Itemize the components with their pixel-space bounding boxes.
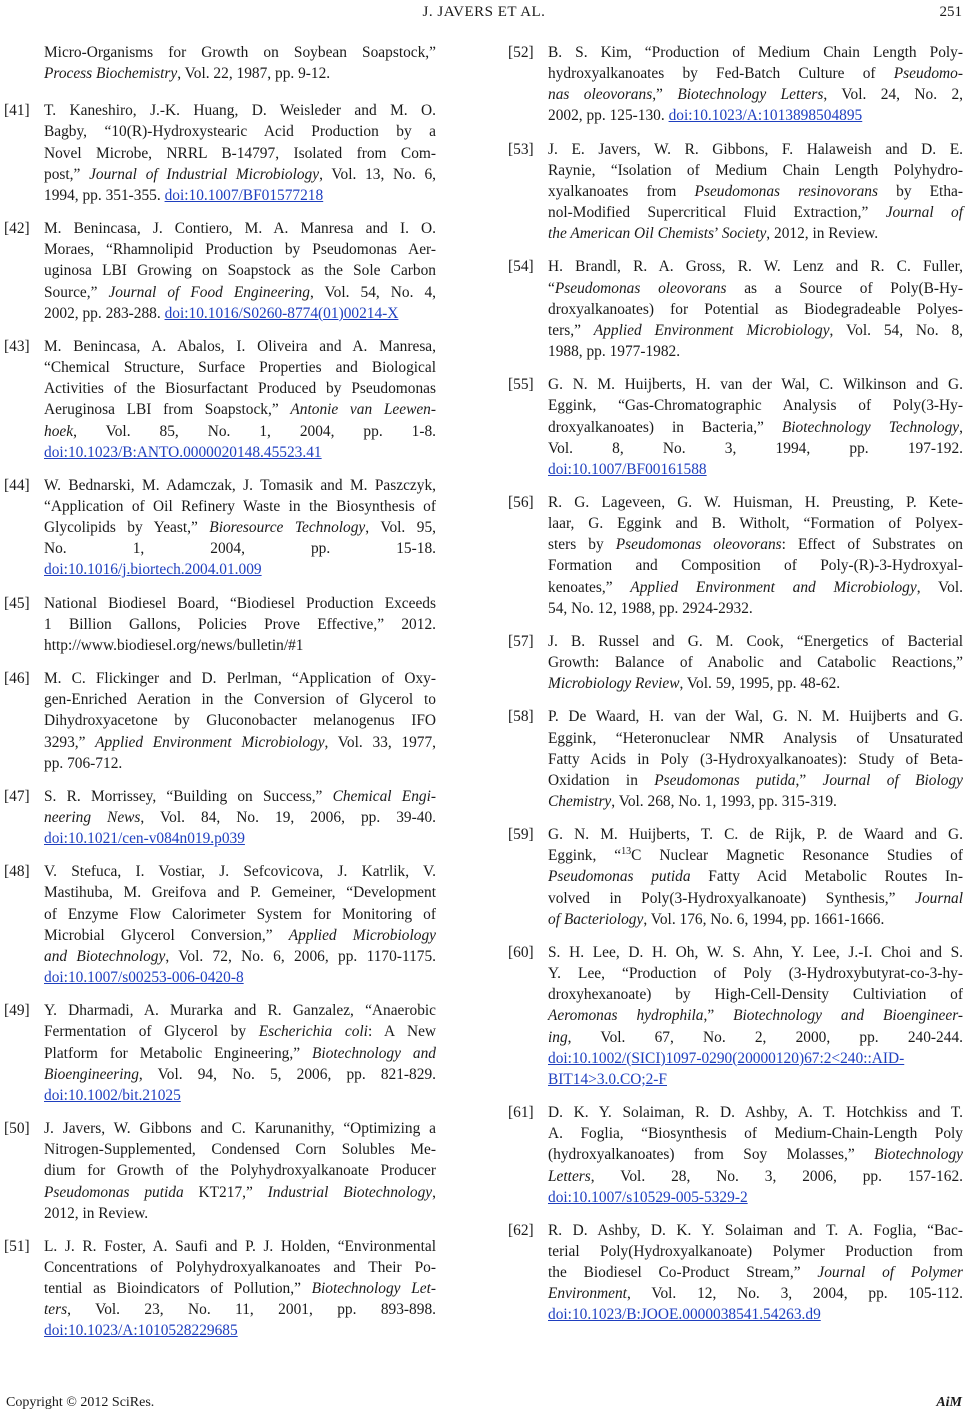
reference-line: 54, No. 12, 1988, pp. 2924-2932. — [548, 599, 753, 617]
reference-line: Fermentation of Glycerol by Escherichia coli: A New — [44, 1023, 437, 1041]
reference-entry — [508, 42, 963, 127]
reference-body — [44, 786, 436, 849]
reference-line: P. De Waard, H. van der Wal, G. N. M. Huijberts and G. — [548, 708, 963, 726]
reference-line: D. K. Y. Solaiman, R. D. Ashby, A. T. Hotchkiss and T. — [548, 1104, 963, 1122]
reference-line: Nitrogen-Supplemented, Condensed Corn Solubles Me- — [44, 1141, 436, 1159]
reference-line: Vol. 8, No. 3, 1994, pp. 197-192. — [548, 439, 963, 457]
doi-link[interactable]: doi:10.1016/S0260-8774(01)00214-X — [164, 304, 399, 322]
reference-line: gen-Enriched Aeration in the Conversion of Glycerol to — [44, 691, 436, 709]
reference-line: droxyalkanoates) in Bacteria,” Biotechnology Technology, — [548, 418, 963, 436]
doi-link[interactable]: doi:10.1023/A:1013898504895 — [668, 107, 863, 125]
reference-body — [44, 100, 436, 206]
copyright-notice: Copyright © 2012 SciRes. — [6, 1395, 155, 1410]
reference-entry — [508, 942, 963, 1090]
reference-list-left — [4, 100, 436, 1341]
doi-link[interactable]: doi:10.1023/B:JOOE.0000038541.54263.d9 — [548, 1306, 821, 1324]
reference-number: [62] — [508, 1221, 534, 1239]
reference-entry — [508, 256, 963, 362]
reference-body — [548, 256, 963, 362]
reference-body — [44, 861, 436, 988]
reference-body — [44, 1118, 436, 1224]
doi-link[interactable]: doi:10.1007/s10529-005-5329-2 — [548, 1188, 748, 1206]
reference-line: Aeruginosa LBI from Soapstock,” Antonie van Leewen- — [44, 401, 436, 419]
reference-line: ters, Vol. 23, No. 11, 2001, pp. 893-898. — [44, 1301, 436, 1319]
reference-body — [548, 942, 963, 1090]
reference-entry — [4, 668, 436, 774]
reference-line: Aeromonas hydrophila,” Biotechnology and Bioengineer- — [548, 1007, 963, 1025]
reference-number: [50] — [4, 1120, 30, 1138]
reference-entry — [4, 1000, 436, 1106]
reference-line: Activities of the Biosurfactant Produced by Pseudomonas — [44, 380, 436, 398]
reference-line: neering News, Vol. 84, No. 19, 2006, pp. 39-40. — [44, 809, 436, 826]
reference-line: Eggink, “$^{13}$C Nuclear Magnetic Resonance Studies of — [548, 846, 963, 865]
reference-line: the Biodiesel Co-Product Stream,” Journal of Polymer — [548, 1264, 963, 1282]
reference-number: [43] — [4, 337, 30, 355]
reference-entry — [4, 1236, 436, 1342]
reference-number: [45] — [4, 594, 30, 612]
reference-body — [548, 139, 963, 245]
reference-number: [57] — [508, 632, 534, 650]
reference-line: post,” Journal of Industrial Microbiology, Vol. 13, No. 6, — [44, 165, 436, 183]
reference-line: Bioengineering, Vol. 94, No. 5, 2006, pp. 821-829. — [44, 1065, 436, 1083]
reference-line — [44, 442, 436, 463]
doi-link[interactable]: doi:10.1023/A:1010528229685 — [44, 1322, 238, 1340]
reference-line: ing, Vol. 67, No. 2, 2000, pp. 240-244. — [548, 1028, 963, 1046]
reference-number: [49] — [4, 1002, 30, 1020]
reference-line: J. B. Russel and G. M. Cook, “Energetics of Bacterial — [548, 632, 963, 650]
reference-entry — [508, 824, 963, 930]
doi-link[interactable]: doi:10.1007/BF01577218 — [164, 186, 324, 204]
reference-line: 2012, in Review. — [44, 1204, 149, 1222]
reference-line: uginosa LBI Growing on Soapstock as the Sole Carbon — [44, 262, 436, 280]
reference-number: [51] — [4, 1237, 30, 1255]
reference-line: A. Foglia, “Biosynthesis of Medium-Chain-Length Poly — [548, 1125, 963, 1143]
reference-line: kenoates,” Applied Environment and Microbiology, Vol. — [548, 578, 963, 596]
reference-line: S. R. Morrissey, “Building on Success,” Chemical Engi- — [44, 787, 436, 805]
reference-body — [548, 824, 963, 930]
reference-line: 3293,” Applied Environment Microbiology, Vol. 33, 1977, — [44, 733, 436, 751]
reference-line: 1 Billion Gallons, Policies Prove Effective,” 2012. — [44, 615, 436, 633]
reference-body — [548, 1102, 963, 1208]
journal-abbreviation: AiM — [936, 1395, 962, 1410]
reference-number: [47] — [4, 787, 30, 805]
running-head: J. JAVERS ET AL. — [422, 4, 546, 20]
reference-line: “Chemical Structure, Surface Properties and Biological — [44, 359, 436, 377]
reference-line: droxyhexanoate) by High-Cell-Density Cultiviation of — [548, 986, 963, 1004]
reference-line: 1994, pp. 351-355. doi:10.1007/BF01577218 — [44, 186, 324, 204]
reference-body — [44, 475, 436, 581]
reference-line: (hydroxyalkanoates) from Soy Molasses,” Biotechnology — [548, 1146, 963, 1164]
reference-body — [548, 374, 963, 480]
reference-entry — [4, 1118, 436, 1224]
reference-line: droxyalkanoates) for Potential as Biodegradeable Polyes- — [548, 300, 963, 318]
reference-line — [548, 1187, 963, 1208]
reference-line: Microbial Glycerol Conversion,” Applied Microbiology — [44, 926, 436, 944]
reference-column-right — [508, 42, 963, 1338]
reference-line: nol-Modified Supercritical Fluid Extraction,” Journal of — [548, 204, 963, 222]
reference-line — [548, 1304, 963, 1325]
reference-line: Micro-Organisms for Growth on Soybean Soapstock,” — [44, 44, 436, 61]
reference-line: 2002, pp. 125-130. doi:10.1023/A:1013898504895 — [548, 107, 863, 125]
reference-line: Formation and Composition of Poly-(R)-3-Hydroxyal- — [548, 557, 963, 575]
reference-line: pp. 706-712. — [44, 754, 123, 772]
reference-line: Microbiology Review, Vol. 59, 1995, pp. 48-62. — [548, 675, 841, 693]
reference-entry — [508, 492, 963, 619]
reference-line: R. D. Ashby, D. K. Y. Solaiman and T. A. Foglia, “Bac- — [548, 1221, 963, 1239]
reference-line — [44, 1320, 436, 1341]
reference-body — [44, 668, 436, 774]
reference-body — [548, 631, 963, 694]
reference-line — [548, 1069, 963, 1090]
reference-line: T. Kaneshiro, J.-K. Huang, D. Weisleder and M. O. — [44, 102, 436, 120]
reference-line: National Biodiesel Board, “Biodiesel Production Exceeds — [44, 594, 436, 612]
reference-line: L. J. R. Foster, A. Saufi and P. J. Holden, “Environmental — [44, 1237, 436, 1255]
reference-entry — [508, 374, 963, 480]
reference-line: xyalkanoates from Pseudomonas resinovorans by Etha- — [548, 182, 963, 200]
reference-body — [44, 593, 436, 656]
reference-line: Raynie, “Isolation of Medium Chain Length Polyhydro- — [548, 161, 963, 179]
reference-line: J. E. Javers, W. R. Gibbons, F. Halaweish and D. E. — [548, 140, 963, 158]
reference-continuation — [4, 42, 436, 84]
reference-line: ters,” Applied Environment Microbiology, Vol. 54, No. 8, — [548, 321, 964, 339]
reference-line: Glycolipids by Yeast,” Bioresource Technology, Vol. 95, — [44, 519, 436, 537]
reference-line: No. 1, 2004, pp. 15-18. — [44, 540, 436, 558]
reference-number: [59] — [508, 826, 534, 844]
reference-line: terial Poly(Hydroxyalkanoate) Polymer Production from — [548, 1242, 963, 1260]
reference-line: hoek, Vol. 85, No. 1, 2004, pp. 1-8. — [44, 422, 436, 440]
reference-line: nas oleovorans,” Biotechnology Letters, Vol. 24, No. 2, — [548, 86, 964, 104]
reference-list-right — [508, 42, 963, 1326]
reference-number: [55] — [508, 376, 534, 394]
reference-line: Oxidation in Pseudomonas putida,” Journal of Biology — [548, 771, 963, 789]
reference-line: Source,” Journal of Food Engineering, Vol. 54, No. 4, — [44, 283, 437, 301]
reference-line: Mastihuba, M. Greifova and P. Gemeiner, “Development — [44, 884, 436, 902]
reference-line: W. Bednarski, M. Adamczak, J. Tomasik and M. Paszczyk, — [44, 476, 436, 494]
reference-line: of Bacteriology, Vol. 176, No. 6, 1994, pp. 1661-1666. — [548, 910, 885, 928]
reference-line: Moraes, “Rhamnolipid Production by Pseudomonas Aer- — [44, 241, 436, 259]
reference-entry — [4, 336, 436, 463]
reference-number: [56] — [508, 493, 534, 511]
reference-number: [44] — [4, 476, 30, 494]
reference-entry — [4, 593, 436, 656]
reference-number: [61] — [508, 1104, 534, 1122]
reference-line: of Enzyme Flow Calorimeter System for Monitoring of — [44, 905, 436, 923]
reference-line: G. N. M. Huijberts, H. van der Wal, C. Wilkinson and G. — [548, 376, 963, 394]
reference-line: and Biotechnology, Vol. 72, No. 6, 2006, pp. 1170-1175. — [44, 947, 437, 965]
reference-line: V. Stefuca, I. Vostiar, J. Sefcovicova, J. Katrlik, V. — [44, 863, 436, 881]
reference-number: [42] — [4, 220, 30, 238]
reference-entry — [508, 139, 963, 245]
reference-body — [548, 492, 963, 619]
reference-line — [44, 967, 436, 988]
reference-line: the American Oil Chemists’ Society, 2012, in Review. — [548, 225, 879, 243]
reference-body — [44, 1000, 436, 1106]
reference-line — [44, 1085, 436, 1106]
reference-line — [548, 1048, 963, 1069]
reference-line: Environment, Vol. 12, No. 3, 2004, pp. 105-112. — [548, 1285, 963, 1303]
reference-line: Platform for Metabolic Engineering,” Biotechnology and — [44, 1044, 436, 1062]
reference-line: Pseudomonas putida Fatty Acid Metabolic Routes In- — [548, 868, 963, 886]
reference-line: Letters, Vol. 28, No. 3, 2006, pp. 157-162. — [548, 1167, 963, 1185]
reference-entry — [4, 100, 436, 206]
reference-body — [44, 42, 436, 84]
reference-line: Pseudomonas putida KT217,” Industrial Biotechnology, — [44, 1183, 436, 1201]
reference-line: J. Javers, W. Gibbons and C. Karunanithy, “Optimizing a — [44, 1120, 436, 1138]
reference-entry — [4, 861, 436, 988]
reference-line: B. S. Kim, “Production of Medium Chain Length Poly- — [548, 44, 963, 61]
reference-line — [44, 828, 436, 849]
reference-line: Novel Microbe, NRRL B-14797, Isolated from Com- — [44, 144, 436, 162]
reference-line: M. C. Flickinger and D. Perlman, “Application of Oxy- — [44, 670, 436, 688]
doi-link[interactable]: doi:10.1016/j.biortech.2004.01.009 — [44, 561, 262, 579]
reference-entry — [508, 1102, 963, 1208]
reference-line: sters by Pseudomonas oleovorans: Effect of Substrates on — [548, 536, 963, 554]
doi-link[interactable]: BIT14>3.0.CO;2-F — [548, 1070, 667, 1088]
doi-link[interactable]: doi:10.1021/cen-v084n019.p039 — [44, 830, 245, 848]
reference-line: R. G. Lageveen, G. W. Huisman, H. Preusting, P. Kete- — [548, 493, 963, 511]
reference-line: S. H. Lee, D. H. Oh, W. S. Ahn, Y. Lee, J.-I. Choi and S. — [548, 943, 963, 961]
reference-number: [60] — [508, 943, 534, 961]
reference-number: [48] — [4, 863, 30, 881]
reference-body — [548, 42, 963, 127]
reference-entry — [508, 706, 963, 812]
reference-number: [52] — [508, 44, 534, 61]
reference-entry — [4, 475, 436, 581]
reference-line: “Pseudomonas oleovorans as a Source of Poly(B-Hy- — [548, 279, 963, 297]
reference-body — [44, 1236, 436, 1342]
reference-body — [44, 336, 436, 463]
reference-line: Bagby, “10(R)-Hydroxystearic Acid Production by a — [44, 123, 436, 141]
reference-line: Process Biochemistry, Vol. 22, 1987, pp. 9-12. — [44, 65, 331, 83]
reference-line: “Application of Oil Refinery Waste in the Biosynthesis of — [44, 497, 436, 515]
reference-line: http://www.biodiesel.org/news/bulletin/#1 — [44, 636, 304, 654]
reference-entry — [508, 631, 963, 694]
doi-link[interactable]: doi:10.1023/B:ANTO.0000020148.45523.41 — [44, 443, 322, 461]
reference-number: [53] — [508, 140, 534, 158]
reference-line: M. Benincasa, J. Contiero, M. A. Manresa and I. O. — [44, 220, 436, 238]
reference-line: Y. Lee, “Production of Poly (3-Hydroxybutyrat-co-3-hy- — [548, 965, 963, 983]
reference-line — [548, 459, 963, 480]
page-number: 251 — [939, 4, 962, 20]
reference-line: dium for Growth of the Polyhydroxyalkanoate Producer — [44, 1162, 436, 1180]
doi-link[interactable]: doi:10.1007/s00253-006-0420-8 — [44, 969, 244, 987]
reference-body — [44, 218, 436, 324]
reference-line: Y. Dharmadi, A. Murarka and R. Ganzalez, “Anaerobic — [44, 1002, 436, 1020]
reference-number: [58] — [508, 708, 534, 726]
reference-column-left — [4, 42, 436, 1354]
reference-line: Chemistry, Vol. 268, No. 1, 1993, pp. 315-319. — [548, 793, 837, 810]
reference-body — [548, 1220, 963, 1326]
reference-line: Eggink, “Heteronuclear NMR Analysis of Unsaturated — [548, 729, 963, 747]
doi-link[interactable]: doi:10.1002/bit.21025 — [44, 1086, 181, 1104]
reference-number: [46] — [4, 670, 30, 688]
page-header — [0, 2, 968, 26]
reference-entry — [4, 218, 436, 324]
reference-line: tential as Bioindicators of Pollution,” Biotechnology Let- — [44, 1280, 436, 1298]
reference-entry — [508, 1220, 963, 1326]
doi-link[interactable]: doi:10.1007/BF00161588 — [548, 460, 707, 478]
reference-number: [41] — [4, 102, 30, 120]
reference-line: hydroxyalkanoates by Fed-Batch Culture of Pseudomo- — [548, 65, 963, 83]
reference-line: Eggink, “Gas-Chromatographic Analysis of Poly(3-Hy- — [548, 397, 963, 415]
doi-link[interactable]: doi:10.1002/(SICI)1097-0290(20000120)67:2<240::AID- — [548, 1049, 905, 1067]
reference-body — [548, 706, 963, 812]
reference-line: Concentrations of Polyhydroxyalkanoates and Their Po- — [44, 1258, 436, 1276]
reference-entry — [4, 786, 436, 849]
reference-line: Dihydroxyacetone by Gluconobacter melanogenus IFO — [44, 712, 436, 730]
reference-line: Growth: Balance of Anabolic and Catabolic Reactions,” — [548, 654, 963, 672]
reference-line: 1988, pp. 1977-1982. — [548, 343, 681, 361]
reference-line — [44, 559, 436, 580]
reference-line: volved in Poly(3-Hydroxyalkanoate) Synthesis,” Journal — [548, 889, 963, 907]
reference-number: [54] — [508, 258, 534, 276]
reference-line: laar, G. Eggink and B. Witholt, “Formation of Polyex- — [548, 515, 963, 533]
reference-line: G. N. M. Huijberts, T. C. de Rijk, P. de Waard and G. — [548, 826, 963, 844]
reference-line: M. Benincasa, A. Abalos, I. Oliveira and A. Manresa, — [44, 337, 436, 355]
reference-line: 2002, pp. 283-288. doi:10.1016/S0260-8774(01)00214-X — [44, 304, 399, 322]
reference-line: H. Brandl, R. A. Gross, R. W. Lenz and R. C. Fuller, — [548, 258, 963, 276]
reference-line: Fatty Acids in Poly (3-Hydroxyalkanoates): Study of Beta- — [548, 750, 963, 768]
